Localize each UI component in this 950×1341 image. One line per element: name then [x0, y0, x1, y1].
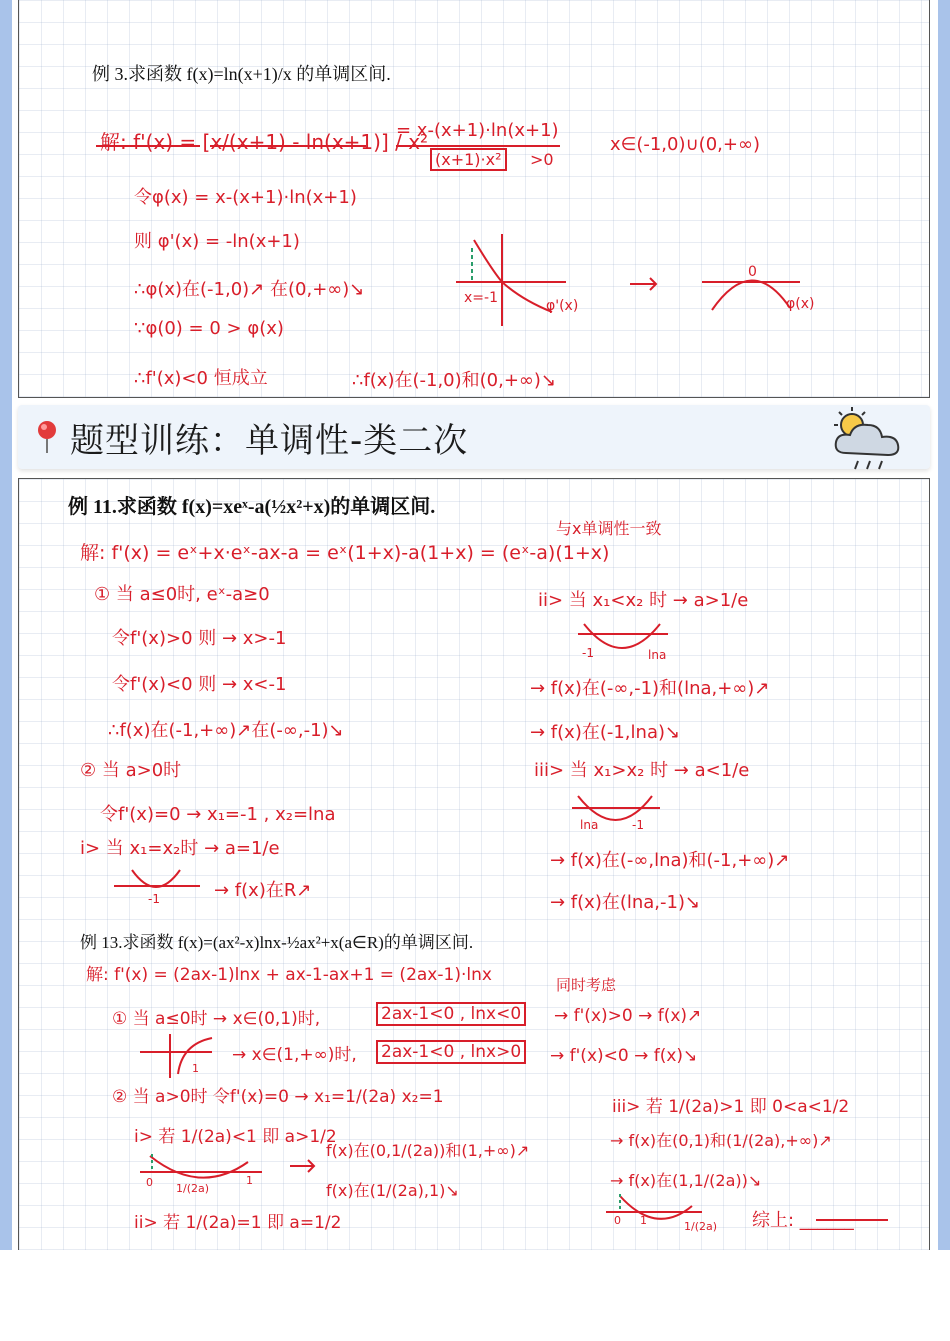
phi-prime-curve	[474, 240, 552, 312]
example-11-problem: 例 11.求函数 f(x)=xeˣ-a(½x²+x)的单调区间.	[68, 496, 436, 518]
ex3-graph-label: x=-1	[464, 290, 498, 306]
ex3-line: >0	[530, 150, 554, 169]
ex13-graph-label: 0	[146, 1176, 153, 1189]
ex11-line: → f(x)在(-1,lna)↘	[530, 722, 681, 743]
ex3-line: = x-(x+1)·ln(x+1)	[396, 120, 559, 141]
phi-curve	[712, 280, 790, 310]
ex13-graph-label: 1	[192, 1062, 199, 1075]
ex13-line: ① 当 a≤0时 → x∈(0,1)时,	[112, 1009, 321, 1029]
ex11-graph-label: lna	[580, 818, 599, 832]
ex3-graph-label: φ(x)	[786, 296, 815, 312]
ex13-line: ② 当 a>0时 令f'(x)=0 → x₁=1/(2a) x₂=1	[112, 1087, 444, 1107]
ex11-graph-label: -1	[582, 646, 594, 660]
ex13-line: iii> 若 1/(2a)>1 即 0<a<1/2	[612, 1097, 850, 1117]
ex3-line: x∈(-1,0)∪(0,+∞)	[610, 134, 760, 155]
ex3-graph-label: φ'(x)	[546, 298, 579, 314]
ex13-line: 解: f'(x) = (2ax-1)lnx + ax-1-ax+1 = (2ax-1)·lnx	[86, 965, 492, 985]
ex13-line: i> 若 1/(2a)<1 即 a>1/2	[134, 1127, 337, 1147]
ex11-line: ② 当 a>0时	[80, 760, 182, 781]
ex13-boxed-condition: 2ax-1<0 , lnx>0	[376, 1040, 526, 1064]
ex11-line: → f(x)在(lna,-1)↘	[550, 892, 701, 913]
ex3-line: 解: f'(x) = [x/(x+1) - ln(x+1)] / x²	[100, 130, 429, 154]
ex11-line: ii> 当 x₁<x₂ 时 → a>1/e	[538, 590, 749, 611]
parabola	[584, 624, 660, 648]
ex13-line: → f(x)在(1,1/(2a))↘	[610, 1171, 762, 1190]
ex13-line: → f(x)在(0,1)和(1/(2a),+∞)↗	[610, 1131, 832, 1150]
parabola	[132, 870, 180, 887]
ex11-line: 令f'(x)>0 则 → x>-1	[112, 628, 287, 649]
ex13-sketch-i	[140, 1154, 262, 1178]
ex11-note: 与x单调性一致	[556, 519, 662, 538]
ex11-line: 令f'(x)=0 → x₁=-1 , x₂=lna	[100, 804, 336, 825]
ex3-graph-label: 0	[748, 264, 757, 280]
ex3-line: ∴f'(x)<0 恒成立	[134, 368, 268, 389]
ex11-parabola-iii	[572, 796, 660, 820]
ex13-line: ii> 若 1/(2a)=1 即 a=1/2	[134, 1213, 342, 1233]
ex13-graph-label: 1/(2a)	[684, 1220, 718, 1233]
ex13-boxed-condition: 2ax-1<0 , lnx<0	[376, 1002, 526, 1026]
ex13-note: 同时考虑	[556, 976, 617, 994]
ex11-line: 解: f'(x) = eˣ+x·eˣ-ax-a = eˣ(1+x)-a(1+x) = (eˣ-a)(1+x)	[80, 542, 610, 564]
banner-title: 题型训练：单调性-类二次	[70, 421, 469, 461]
ex13-line: → f'(x)>0 → f(x)↗	[554, 1006, 702, 1026]
ex13-line: f(x)在(1/(2a),1)↘	[326, 1181, 459, 1200]
ex3-line: ∴f(x)在(-1,0)和(0,+∞)↘	[352, 370, 557, 391]
ex13-graph-label: 0	[614, 1214, 621, 1227]
ex11-graph-label: lna	[648, 648, 667, 662]
ex11-graph-label: -1	[632, 818, 644, 832]
lnx-curve	[178, 1038, 212, 1074]
curve	[150, 1156, 248, 1178]
phi-prime-graph	[456, 234, 566, 326]
ex3-line: ∵φ(0) = 0 > φ(x)	[134, 318, 284, 339]
ex11-parabola-i	[114, 870, 200, 887]
ex11-line: → f(x)在(-∞,lna)和(-1,+∞)↗	[550, 850, 790, 871]
ex11-line: → f(x)在R↗	[214, 880, 312, 901]
ex13-line: f(x)在(0,1/(2a))和(1,+∞)↗	[326, 1141, 530, 1160]
ex11-graph-label: -1	[148, 892, 160, 906]
example-3-problem: 例 3.求函数 f(x)=ln(x+1)/x 的单调区间.	[92, 64, 391, 84]
ex11-line: → f(x)在(-∞,-1)和(lna,+∞)↗	[530, 678, 770, 699]
example-13-problem: 例 13.求函数 f(x)=(ax²-x)lnx-½ax²+x(a∈R)的单调区间.	[80, 933, 474, 952]
ex11-line: ① 当 a≤0时, eˣ-a≥0	[94, 584, 270, 605]
ex3-boxed-denominator: (x+1)·x²	[430, 148, 507, 171]
ex13-sketch-iii	[606, 1194, 702, 1219]
ex11-line: i> 当 x₁=x₂时 → a=1/e	[80, 838, 280, 859]
ex13-line: → x∈(1,+∞)时,	[232, 1045, 357, 1065]
ex11-line: iii> 当 x₁>x₂ 时 → a<1/e	[534, 760, 750, 781]
phi-graph	[702, 280, 800, 310]
curve	[620, 1196, 692, 1219]
ex13-graph-label: 1/(2a)	[176, 1182, 210, 1195]
ex3-line: ∴φ(x)在(-1,0)↗ 在(0,+∞)↘	[134, 279, 365, 300]
ex13-lnx-sketch	[140, 1034, 212, 1078]
ex13-summary: 综上: ______	[752, 1210, 854, 1231]
ex11-parabola-ii	[578, 624, 668, 648]
ex3-line: 则 φ'(x) = -ln(x+1)	[134, 231, 300, 252]
page-bottom-margin	[0, 1250, 950, 1341]
ex3-line: 令φ(x) = x-(x+1)·ln(x+1)	[134, 187, 357, 208]
ex13-graph-label: 1	[246, 1174, 253, 1187]
ex11-line: 令f'(x)<0 则 → x<-1	[112, 674, 287, 695]
ex11-line: ∴f(x)在(-1,+∞)↗在(-∞,-1)↘	[108, 720, 344, 741]
ex13-graph-label: 1	[640, 1214, 647, 1227]
ex13-line: → f'(x)<0 → f(x)↘	[550, 1046, 698, 1066]
